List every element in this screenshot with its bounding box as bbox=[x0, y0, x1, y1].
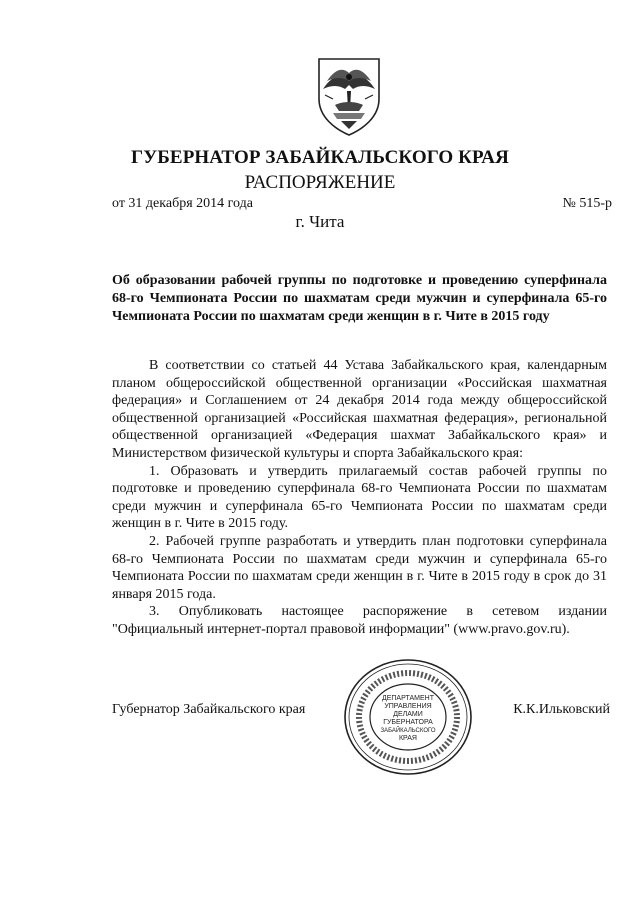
list-item: 1. Образовать и утвердить прилагаемый состав рабочей группы по подготовке и проведению суперфинала 68-го Чемпионата России по шахматам среди мужчин и суперфинала 65-го Чемпионата России по шахматам среди женщин в г. Чите в 2015 году. bbox=[112, 463, 607, 532]
document-date: от 31 декабря 2014 года bbox=[112, 196, 253, 211]
preamble-paragraph: В соответствии со статьей 44 Устава Забайкальского края, календарным планом общероссийской общественной организации «Российская шахматная федерация» и Соглашением от 24 декабря 2014 года между общероссийской общественной организацией «Российская шахматная федерация», региональной общественной организацией «Федерация шахмат Забайкальского края» и Министерством физической культуры и спорта Забайкальского края: bbox=[112, 358, 607, 461]
signatory-title: Губернатор Забайкальского края bbox=[112, 702, 306, 717]
svg-text:КРАЯ: КРАЯ bbox=[398, 735, 418, 742]
svg-text:ДЕПАРТАМЕНТ: ДЕПАРТАМЕНТ bbox=[381, 695, 435, 702]
official-seal-stamp bbox=[342, 657, 474, 777]
document-body bbox=[112, 357, 607, 639]
issuer-title: ГУБЕРНАТОР ЗАБАЙКАЛЬСКОГО КРАЯ bbox=[131, 147, 509, 168]
svg-text:ДЕЛАМИ: ДЕЛАМИ bbox=[393, 711, 423, 718]
document-number: № 515-р bbox=[562, 196, 612, 211]
list-item: 3. Опубликовать настоящее распоряжение в сетевом издании "Официальный интернет-портал правовой информации" (www.pravo.gov.ru). bbox=[112, 604, 607, 637]
svg-text:УПРАВЛЕНИЯ: УПРАВЛЕНИЯ bbox=[384, 703, 432, 710]
coat-of-arms-icon bbox=[313, 55, 385, 137]
document-subject: Об образовании рабочей группы по подготовке и проведению суперфинала 68-го Чемпионата России по шахматам среди мужчин и суперфинала 65-го Чемпионата России по шахматам среди женщин в г. Чите в 2015 году bbox=[112, 273, 607, 324]
document-city: г. Чита bbox=[295, 212, 345, 231]
svg-text:ГУБЕРНАТОРА: ГУБЕРНАТОРА bbox=[383, 719, 433, 726]
list-item: 2. Рабочей группе разработать и утвердить план подготовки суперфинала 68-го Чемпионата России по шахматам среди мужчин и суперфинала 65-го Чемпионата России по шахматам среди женщин в г. Чите в 2015 году в срок до 31 января 2015 года. bbox=[112, 533, 607, 602]
svg-text:ЗАБАЙКАЛЬСКОГО: ЗАБАЙКАЛЬСКОГО bbox=[380, 728, 436, 734]
document-type: РАСПОРЯЖЕНИЕ bbox=[244, 172, 396, 193]
signatory-name: К.К.Ильковский bbox=[513, 702, 610, 717]
